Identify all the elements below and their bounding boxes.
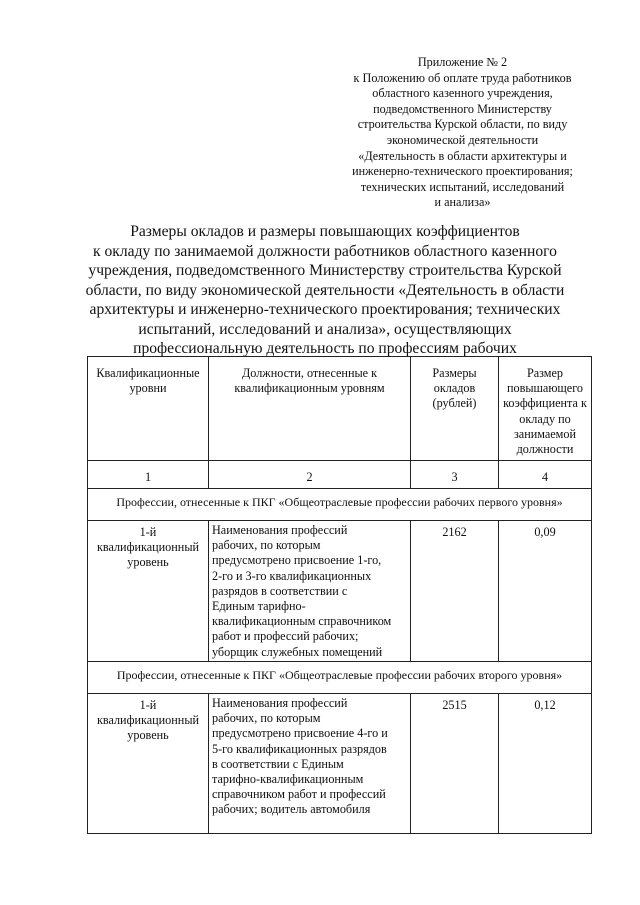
level-cell: 1-й квалификационный уровень [88, 521, 209, 662]
appendix-header [330, 55, 595, 211]
title-line: Размеры окладов и размеры повышающих коэффициентов [130, 223, 520, 240]
section-row [88, 489, 592, 521]
table-row [88, 694, 592, 834]
header-levels: Квалификационные уровни [88, 357, 209, 461]
column-number: 1 [88, 461, 209, 489]
coefficient-cell: 0,12 [499, 694, 592, 834]
section-row [88, 662, 592, 694]
salary-cell: 2162 [411, 521, 499, 662]
table-row [88, 521, 592, 662]
appendix-line: экономической деятельности [386, 132, 539, 147]
coefficient-cell: 0,09 [499, 521, 592, 662]
column-number: 3 [411, 461, 499, 489]
appendix-line: инженерно-технического проектирования; [352, 164, 573, 179]
positions-cell: Наименования профессий рабочих, по которым предусмотрено присвоение 1-го, 2-го и 3-го квалификационных разрядов в соответствии с Единым тарифно- квалификационным справочником работ и профессий рабочих; уборщик служебных помещений [209, 521, 411, 662]
table-header-row [88, 357, 592, 461]
appendix-line: и анализа» [434, 195, 491, 210]
title-line: профессиональную деятельность по профессиям рабочих [133, 340, 517, 357]
appendix-line: технических испытаний, исследований [360, 179, 565, 194]
title-line: учреждения, подведомственного Министерству строительства Курской [88, 262, 562, 279]
appendix-line: областного казенного учреждения, [372, 86, 553, 101]
section-title: Профессии, отнесенные к ПКГ «Общеотраслевые профессии рабочих первого уровня» [88, 489, 592, 521]
appendix-line: подведомственного Министерству [373, 101, 552, 116]
header-coefficient: Размер повышающего коэффициента к окладу по занимаемой должности [499, 357, 592, 461]
level-cell: 1-й квалификационный уровень [88, 694, 209, 834]
title-line: архитектуры и инженерно-технического проектирования; технических [89, 301, 561, 318]
section-title: Профессии, отнесенные к ПКГ «Общеотраслевые профессии рабочих второго уровня» [88, 662, 592, 694]
salary-table [87, 356, 592, 834]
column-number: 4 [499, 461, 592, 489]
appendix-line: Приложение № 2 [417, 55, 508, 69]
appendix-line: строительства Курской области, по виду [357, 117, 568, 132]
title-line: испытаний, исследований и анализа», осуществляющих [138, 320, 512, 338]
appendix-line: «Деятельность в области архитектуры и [358, 148, 567, 163]
column-number-row [88, 461, 592, 489]
title-line: к окладу по занимаемой должности работников областного казенного [93, 242, 557, 260]
title-line: области, по виду экономической деятельности «Деятельность в области [85, 281, 565, 299]
header-positions: Должности, отнесенные к квалификационным уровням [209, 357, 411, 461]
document-title [70, 222, 580, 359]
column-number: 2 [209, 461, 411, 489]
header-salary: Размеры окладов (рублей) [411, 357, 499, 461]
salary-cell: 2515 [411, 694, 499, 834]
positions-cell: Наименования профессий рабочих, по которым предусмотрено присвоение 4-го и 5-го квалификационных разрядов в соответствии с Единым тарифно-квалификационным справочником работ и профессий рабочих; водитель автомобиля [209, 694, 411, 834]
appendix-line: к Положению об оплате труда работников [353, 70, 572, 85]
